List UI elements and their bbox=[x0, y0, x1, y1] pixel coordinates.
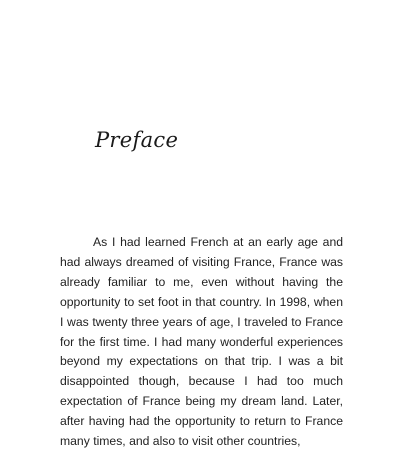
body-paragraph: As I had learned French at an early age and had always dreamed of visiting France, France was already familiar to me, even without having the opportunity to set foot in that country. In 1998, when I was twenty three years of age, I traveled to France for the first time. I had many wonderful experiences beyond my expectations on that trip. I was a bit disappointed though, because I had too much expectation of France being my dream land. Later, after having had the opportunity to return to France many times, and also to visit other countries, bbox=[60, 235, 343, 449]
chapter-title: Preface bbox=[95, 128, 179, 152]
